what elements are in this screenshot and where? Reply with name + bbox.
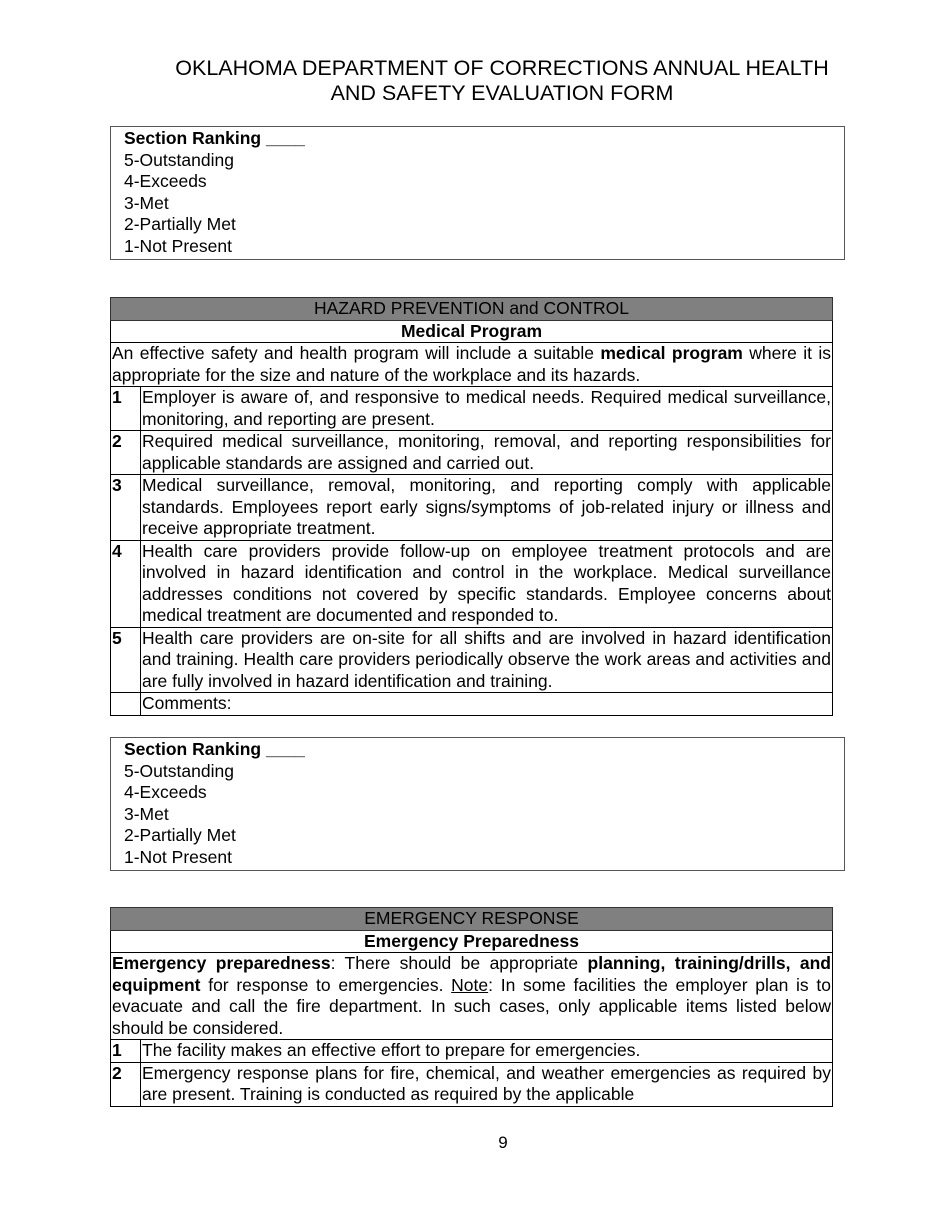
ranking-option: 3-Met <box>124 803 169 824</box>
section-ranking-blank[interactable]: ____ <box>265 128 305 148</box>
hazard-prevention-table <box>110 297 833 716</box>
section-ranking-heading <box>124 128 844 150</box>
ranking-option: 1-Not Present <box>124 846 232 867</box>
page-title <box>110 56 894 106</box>
section-ranking-heading <box>124 739 844 761</box>
criteria-row <box>111 431 833 475</box>
comments-row <box>111 693 833 716</box>
section-ranking-label: Section Ranking <box>124 739 262 759</box>
section-ranking-box-hazard <box>110 737 845 871</box>
section-intro: An effective safety and health program will include a suitable medical program where it is appropriate for the size and nature of the workplace and its hazards. <box>112 343 831 385</box>
criteria-text: Health care providers are on-site for all shifts and are involved in hazard identification and training. Health care providers periodically observe the work areas and activities and are fully involved in hazard identification and training. <box>142 627 831 691</box>
criteria-text: Employer is aware of, and responsive to medical needs. Required medical surveillance, monitoring, and reporting are present. <box>142 387 831 429</box>
title-line-2: AND SAFETY EVALUATION FORM <box>330 81 674 105</box>
criteria-number: 5 <box>111 627 141 693</box>
section-ranking-blank[interactable]: ____ <box>265 739 305 759</box>
ranking-option: 3-Met <box>124 192 169 213</box>
criteria-row <box>111 627 833 693</box>
criteria-row <box>111 1062 833 1106</box>
criteria-number: 1 <box>111 387 141 431</box>
criteria-number: 4 <box>111 540 141 627</box>
section-header: HAZARD PREVENTION and CONTROL <box>111 298 833 321</box>
section-ranking-label: Section Ranking <box>124 128 262 148</box>
criteria-row <box>111 1040 833 1063</box>
ranking-option: 2-Partially Met <box>124 214 236 234</box>
criteria-number: 2 <box>111 431 141 475</box>
ranking-option: 4-Exceeds <box>124 171 207 191</box>
emergency-response-table <box>110 907 833 1107</box>
page-number: 9 <box>498 1133 508 1152</box>
section-intro: Emergency preparedness: There should be appropriate planning, training/drills, and equipment for response to emergencies. Note: In some facilities the employer plan is to evacuate and call the fire department. In such cases, only applicable items listed below should be considered. <box>112 953 831 1038</box>
comments-field[interactable]: Comments: <box>141 693 833 716</box>
section-ranking-box-top <box>110 126 845 260</box>
ranking-option: 1-Not Present <box>124 235 232 256</box>
ranking-option: 2-Partially Met <box>124 825 236 845</box>
title-line-1: OKLAHOMA DEPARTMENT OF CORRECTIONS ANNUAL HEALTH <box>175 56 829 80</box>
criteria-text: Medical surveillance, removal, monitoring, and reporting comply with applicable standards. Employees report early signs/symptoms of job-related injury or illness and receive appropriate treatment. <box>142 475 831 538</box>
criteria-number: 1 <box>111 1040 141 1063</box>
criteria-text: Health care providers provide follow-up on employee treatment protocols and are involved in hazard identification and control in the workplace. Medical surveillance addresses conditions not covered by specific standards. Employee concerns about medical treatment are documented and responded to. <box>142 540 831 625</box>
section-header: EMERGENCY RESPONSE <box>111 908 833 931</box>
section-subheader: Emergency Preparedness <box>111 930 833 953</box>
criteria-row <box>111 387 833 431</box>
section-subheader: Medical Program <box>111 320 833 343</box>
ranking-option: 4-Exceeds <box>124 782 207 802</box>
criteria-number: 2 <box>111 1062 141 1106</box>
criteria-row <box>111 475 833 541</box>
ranking-option: 5-Outstanding <box>124 149 234 170</box>
ranking-option: 5-Outstanding <box>124 760 234 781</box>
criteria-text: The facility makes an effective effort to prepare for emergencies. <box>141 1040 833 1063</box>
criteria-text: Emergency response plans for fire, chemical, and weather emergencies as required by are present. Training is conducted as required by the applicable <box>142 1062 831 1104</box>
criteria-row <box>111 540 833 627</box>
criteria-text: Required medical surveillance, monitoring, removal, and reporting responsibilities for applicable standards are assigned and carried out. <box>142 431 831 473</box>
criteria-number: 3 <box>111 475 141 541</box>
